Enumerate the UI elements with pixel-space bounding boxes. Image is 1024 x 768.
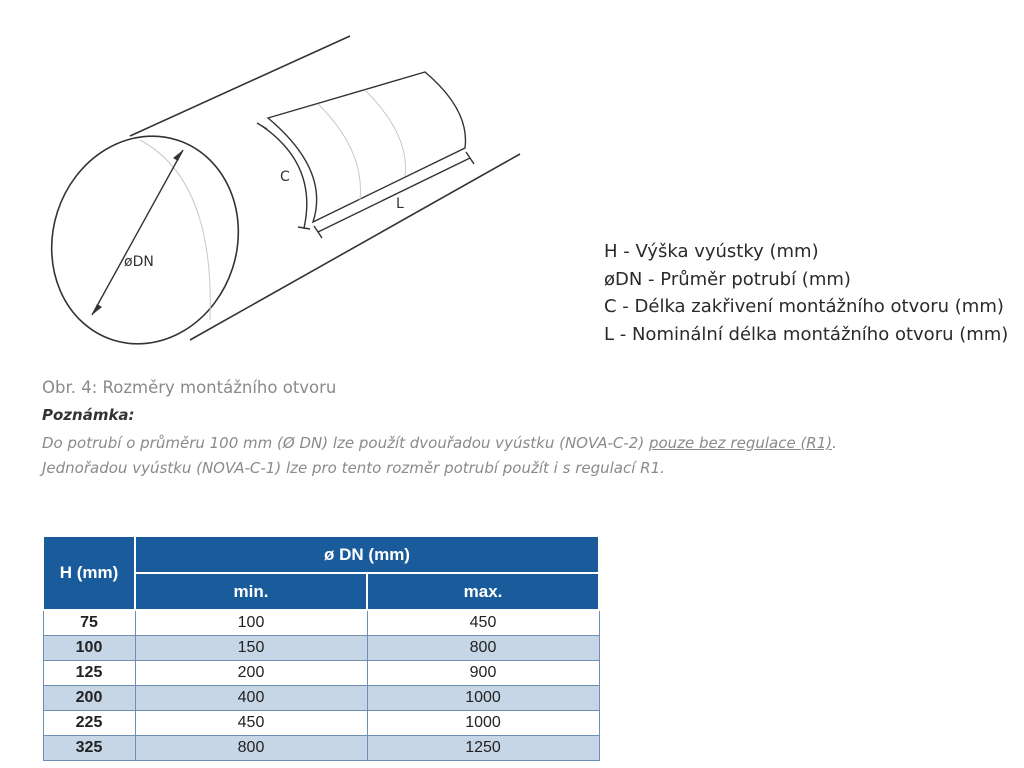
legend-item-c: C - Délka zakřivení montážního otvoru (mm) xyxy=(604,296,1004,317)
note-underlined-text: pouze bez regulace (R1) xyxy=(648,434,833,452)
cell-h: 200 xyxy=(43,686,135,711)
table-row xyxy=(43,610,599,636)
note-line-1 xyxy=(42,434,837,452)
pipe-bottom-edge xyxy=(190,154,520,340)
l-label: L xyxy=(396,196,404,212)
opening-outline xyxy=(268,72,466,222)
table-row xyxy=(43,636,599,661)
pipe-top-edge xyxy=(130,36,350,136)
cell-min: 450 xyxy=(135,711,367,736)
table-row xyxy=(43,661,599,686)
cell-max: 900 xyxy=(367,661,599,686)
cell-min: 400 xyxy=(135,686,367,711)
legend xyxy=(604,238,1008,348)
header-min: min. xyxy=(135,573,367,610)
cell-h: 100 xyxy=(43,636,135,661)
pipe-diagram xyxy=(0,0,560,370)
l-tick xyxy=(466,152,474,164)
note-line-1-text: Do potrubí o průměru 100 mm (Ø DN) lze použít dvouřadou vyústku (NOVA-C-2) xyxy=(42,434,649,452)
arrowhead xyxy=(92,304,102,315)
legend-item-dn: øDN - Průměr potrubí (mm) xyxy=(604,268,851,290)
table-row xyxy=(43,711,599,736)
cell-min: 200 xyxy=(135,661,367,686)
cell-min: 100 xyxy=(135,610,367,636)
opening-inner-curve xyxy=(318,104,360,200)
cell-h: 125 xyxy=(43,661,135,686)
c-label: C xyxy=(280,169,290,185)
header-h: H (mm) xyxy=(43,536,135,610)
cell-max: 1000 xyxy=(367,711,599,736)
pipe-inner-curve xyxy=(140,140,210,320)
cell-max: 1000 xyxy=(367,686,599,711)
note-title: Poznámka: xyxy=(42,406,135,424)
pipe-end-ellipse xyxy=(25,112,265,369)
cell-h: 225 xyxy=(43,711,135,736)
l-tick xyxy=(314,226,322,238)
legend-item-l: L - Nominální délka montážního otvoru (mm) xyxy=(604,323,1009,345)
diameter-arrow xyxy=(92,150,183,315)
opening-inner-curve xyxy=(365,90,406,176)
cell-max: 800 xyxy=(367,636,599,661)
c-tick xyxy=(257,123,267,129)
cell-max: 450 xyxy=(367,610,599,636)
header-max: max. xyxy=(367,573,599,610)
c-tick xyxy=(298,227,310,229)
note-line-2: Jednořadou vyústku (NOVA-C-1) lze pro tento rozměr potrubí použít i s regulací R1. xyxy=(42,459,665,477)
table-row xyxy=(43,686,599,711)
figure-caption: Obr. 4: Rozměry montážního otvoru xyxy=(42,378,337,397)
cell-h: 325 xyxy=(43,736,135,761)
cell-min: 800 xyxy=(135,736,367,761)
dimensions-table xyxy=(42,535,600,761)
dn-label: øDN xyxy=(124,254,154,270)
header-dn: ø DN (mm) xyxy=(135,536,599,573)
cell-max: 1250 xyxy=(367,736,599,761)
legend-item-h: H - Výška vyústky (mm) xyxy=(604,241,819,262)
note-line-1-end: . xyxy=(832,434,837,452)
cell-h: 75 xyxy=(43,610,135,636)
arrowhead xyxy=(173,150,183,161)
cell-min: 150 xyxy=(135,636,367,661)
table-row xyxy=(43,736,599,761)
